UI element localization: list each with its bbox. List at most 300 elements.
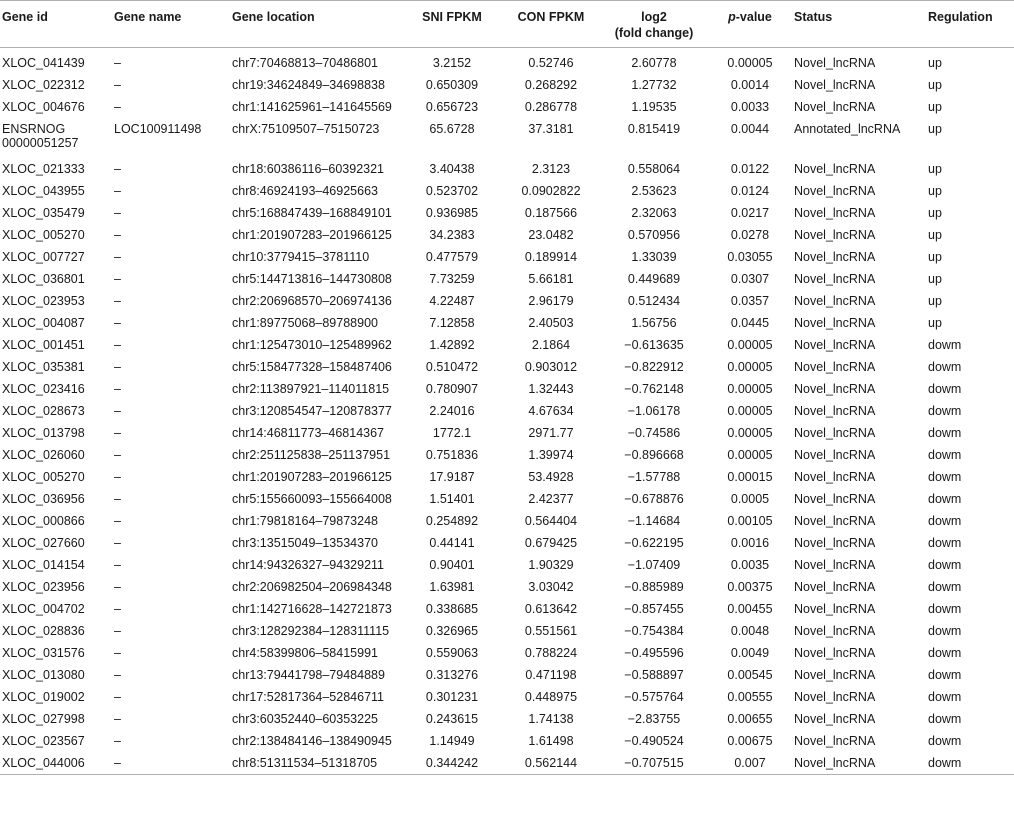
cell-gene-name: – bbox=[114, 624, 121, 638]
cell-log2-fold-change: 1.33039 bbox=[631, 250, 677, 264]
cell-gene-location: chr1:201907283–201966125 bbox=[232, 228, 392, 242]
cell-con-fpkm: 0.564404 bbox=[524, 514, 578, 528]
cell-sni-fpkm: 0.313276 bbox=[425, 668, 479, 682]
cell-pvalue: 0.00005 bbox=[727, 56, 773, 70]
cell-gene-location: chr5:155660093–155664008 bbox=[232, 492, 392, 506]
cell-sni-fpkm: 0.254892 bbox=[425, 514, 479, 528]
cell-con-fpkm: 1.32443 bbox=[528, 382, 574, 396]
cell-gene-id: XLOC_004676 bbox=[2, 100, 85, 114]
cell-gene-id: XLOC_028836 bbox=[2, 624, 85, 638]
table-row bbox=[0, 378, 1014, 400]
cell-con-fpkm: 0.562144 bbox=[524, 756, 578, 770]
cell-gene-id: XLOC_026060 bbox=[2, 448, 85, 462]
cell-gene-location: chr8:51311534–51318705 bbox=[232, 756, 378, 770]
cell-sni-fpkm: 1.51401 bbox=[429, 492, 475, 506]
cell-gene-id: XLOC_043955 bbox=[2, 184, 85, 198]
cell-log2-fold-change: −0.678876 bbox=[624, 492, 684, 506]
cell-pvalue: 0.00655 bbox=[727, 712, 773, 726]
table-row bbox=[0, 598, 1014, 620]
cell-status: Novel_lncRNA bbox=[794, 250, 876, 264]
cell-sni-fpkm: 0.477579 bbox=[425, 250, 479, 264]
cell-log2-fold-change: −0.74586 bbox=[627, 426, 681, 440]
cell-log2-fold-change: −0.588897 bbox=[624, 668, 684, 682]
cell-status: Novel_lncRNA bbox=[794, 56, 876, 70]
cell-gene-location: chr7:70468813–70486801 bbox=[232, 56, 378, 70]
table-row bbox=[0, 488, 1014, 510]
cell-status: Novel_lncRNA bbox=[794, 734, 876, 748]
cell-status: Novel_lncRNA bbox=[794, 668, 876, 682]
cell-status: Novel_lncRNA bbox=[794, 100, 876, 114]
cell-con-fpkm: 0.448975 bbox=[524, 690, 578, 704]
cell-regulation: dowm bbox=[928, 602, 962, 616]
cell-pvalue: 0.0044 bbox=[730, 122, 770, 136]
cell-pvalue: 0.0005 bbox=[730, 492, 770, 506]
cell-regulation: dowm bbox=[928, 690, 962, 704]
header-status: Status bbox=[794, 10, 833, 24]
cell-sni-fpkm: 1.42892 bbox=[429, 338, 475, 352]
cell-sni-fpkm: 65.6728 bbox=[429, 122, 475, 136]
cell-regulation: up bbox=[928, 122, 942, 136]
cell-log2-fold-change: 1.27732 bbox=[631, 78, 677, 92]
cell-con-fpkm: 0.679425 bbox=[524, 536, 578, 550]
cell-regulation: dowm bbox=[928, 404, 962, 418]
cell-regulation: dowm bbox=[928, 558, 962, 572]
cell-con-fpkm: 0.0902822 bbox=[521, 184, 581, 198]
cell-gene-location: chrX:75109507–75150723 bbox=[232, 122, 380, 136]
header-gene-name: Gene name bbox=[114, 10, 182, 24]
cell-gene-id: XLOC_022312 bbox=[2, 78, 85, 92]
cell-log2-fold-change: −1.06178 bbox=[627, 404, 681, 418]
cell-con-fpkm: 0.471198 bbox=[525, 668, 577, 682]
cell-gene-name: – bbox=[114, 470, 121, 484]
cell-gene-location: chr8:46924193–46925663 bbox=[232, 184, 378, 198]
cell-con-fpkm: 1.90329 bbox=[528, 558, 574, 572]
cell-log2-fold-change: −2.83755 bbox=[627, 712, 681, 726]
table-row bbox=[0, 620, 1014, 642]
cell-log2-fold-change: 1.19535 bbox=[631, 100, 677, 114]
cell-con-fpkm: 37.3181 bbox=[528, 122, 574, 136]
cell-gene-name: – bbox=[114, 404, 121, 418]
cell-gene-id: XLOC_028673 bbox=[2, 404, 85, 418]
cell-pvalue: 0.0033 bbox=[730, 100, 770, 114]
header-pvalue bbox=[710, 1, 790, 48]
cell-gene-name: – bbox=[114, 492, 121, 506]
cell-con-fpkm: 23.0482 bbox=[528, 228, 574, 242]
cell-gene-name: – bbox=[114, 206, 121, 220]
table-row bbox=[0, 180, 1014, 202]
cell-status: Novel_lncRNA bbox=[794, 624, 876, 638]
cell-status: Novel_lncRNA bbox=[794, 162, 876, 176]
cell-sni-fpkm: 0.650309 bbox=[425, 78, 479, 92]
table-row bbox=[0, 118, 1014, 158]
cell-gene-location: chr3:13515049–13534370 bbox=[232, 536, 378, 550]
cell-log2-fold-change: 1.56756 bbox=[631, 316, 677, 330]
cell-sni-fpkm: 34.2383 bbox=[429, 228, 475, 242]
table-row bbox=[0, 246, 1014, 268]
cell-gene-location: chr14:94326327–94329211 bbox=[232, 558, 384, 572]
cell-gene-name: – bbox=[114, 382, 121, 396]
table-row bbox=[0, 554, 1014, 576]
cell-log2-fold-change: −1.14684 bbox=[627, 514, 681, 528]
cell-log2-fold-change: −0.754384 bbox=[624, 624, 684, 638]
cell-gene-id: XLOC_036956 bbox=[2, 492, 85, 506]
cell-pvalue: 0.0307 bbox=[730, 272, 770, 286]
header-gene-id: Gene id bbox=[2, 10, 48, 24]
cell-log2-fold-change: −0.762148 bbox=[624, 382, 684, 396]
cell-gene-id: XLOC_027660 bbox=[2, 536, 85, 550]
cell-status: Novel_lncRNA bbox=[794, 470, 876, 484]
cell-regulation: up bbox=[928, 56, 942, 70]
cell-gene-location: chr5:158477328–158487406 bbox=[232, 360, 392, 374]
cell-regulation: dowm bbox=[928, 668, 962, 682]
cell-gene-location: chr1:79818164–79873248 bbox=[232, 514, 378, 528]
cell-status: Novel_lncRNA bbox=[794, 690, 876, 704]
cell-status: Novel_lncRNA bbox=[794, 756, 876, 770]
cell-status: Novel_lncRNA bbox=[794, 492, 876, 506]
cell-status: Novel_lncRNA bbox=[794, 558, 876, 572]
cell-regulation: dowm bbox=[928, 712, 962, 726]
cell-gene-name: – bbox=[114, 448, 121, 462]
cell-gene-id: XLOC_013798 bbox=[2, 426, 85, 440]
cell-pvalue: 0.00005 bbox=[727, 382, 773, 396]
cell-log2-fold-change: −0.885989 bbox=[624, 580, 684, 594]
cell-gene-id: XLOC_013080 bbox=[2, 668, 85, 682]
cell-con-fpkm: 2.3123 bbox=[531, 162, 571, 176]
header-gene-location: Gene location bbox=[232, 10, 315, 24]
cell-sni-fpkm: 0.338685 bbox=[425, 602, 479, 616]
cell-status: Novel_lncRNA bbox=[794, 514, 876, 528]
cell-regulation: up bbox=[928, 250, 942, 264]
cell-gene-location: chr1:142716628–142721873 bbox=[232, 602, 392, 616]
table-row bbox=[0, 202, 1014, 224]
cell-pvalue: 0.00455 bbox=[727, 602, 773, 616]
cell-log2-fold-change: 0.570956 bbox=[627, 228, 681, 242]
table-row bbox=[0, 158, 1014, 180]
cell-con-fpkm: 1.74138 bbox=[528, 712, 574, 726]
cell-regulation: up bbox=[928, 294, 942, 308]
cell-gene-name: – bbox=[114, 100, 121, 114]
cell-regulation: dowm bbox=[928, 734, 962, 748]
table-row bbox=[0, 334, 1014, 356]
cell-sni-fpkm: 0.523702 bbox=[425, 184, 479, 198]
cell-sni-fpkm: 1.14949 bbox=[429, 734, 475, 748]
cell-status: Novel_lncRNA bbox=[794, 184, 876, 198]
cell-sni-fpkm: 1772.1 bbox=[432, 426, 472, 440]
cell-con-fpkm: 0.52746 bbox=[528, 56, 574, 70]
cell-gene-id bbox=[0, 118, 110, 158]
cell-gene-name: – bbox=[114, 756, 121, 770]
cell-gene-location: chr1:125473010–125489962 bbox=[232, 338, 392, 352]
cell-regulation: dowm bbox=[928, 646, 962, 660]
cell-gene-location: chr5:168847439–168849101 bbox=[232, 206, 392, 220]
cell-log2-fold-change: −1.07409 bbox=[627, 558, 681, 572]
cell-regulation: up bbox=[928, 78, 942, 92]
cell-log2-fold-change: −0.857455 bbox=[624, 602, 684, 616]
cell-gene-name: – bbox=[114, 272, 121, 286]
cell-status: Novel_lncRNA bbox=[794, 272, 876, 286]
cell-gene-name: – bbox=[114, 338, 121, 352]
cell-gene-id: XLOC_041439 bbox=[2, 56, 85, 70]
cell-gene-location: chr1:141625961–141645569 bbox=[232, 100, 392, 114]
cell-con-fpkm: 0.903012 bbox=[524, 360, 578, 374]
cell-gene-id: XLOC_023567 bbox=[2, 734, 85, 748]
cell-log2-fold-change: 0.512434 bbox=[627, 294, 681, 308]
cell-log2-fold-change: 2.53623 bbox=[631, 184, 677, 198]
cell-status: Novel_lncRNA bbox=[794, 228, 876, 242]
cell-regulation: up bbox=[928, 316, 942, 330]
cell-pvalue: 0.0048 bbox=[730, 624, 770, 638]
table-row bbox=[0, 422, 1014, 444]
cell-pvalue: 0.00005 bbox=[727, 404, 773, 418]
cell-gene-id: XLOC_023953 bbox=[2, 294, 85, 308]
cell-pvalue: 0.00555 bbox=[727, 690, 773, 704]
header-log2-line2: (fold change) bbox=[614, 26, 694, 40]
cell-log2-fold-change: 0.449689 bbox=[627, 272, 681, 286]
cell-pvalue: 0.0049 bbox=[730, 646, 770, 660]
cell-gene-location: chr1:201907283–201966125 bbox=[232, 470, 392, 484]
table-row bbox=[0, 642, 1014, 664]
cell-pvalue: 0.00005 bbox=[727, 360, 773, 374]
cell-gene-id: XLOC_035381 bbox=[2, 360, 85, 374]
cell-gene-location: chr2:206982504–206984348 bbox=[232, 580, 392, 594]
cell-log2-fold-change: −0.707515 bbox=[624, 756, 684, 770]
table-row bbox=[0, 730, 1014, 752]
cell-pvalue: 0.00005 bbox=[727, 426, 773, 440]
cell-sni-fpkm: 3.40438 bbox=[429, 162, 475, 176]
cell-con-fpkm: 2.40503 bbox=[528, 316, 574, 330]
cell-gene-location: chr5:144713816–144730808 bbox=[232, 272, 392, 286]
cell-gene-id-line1: ENSRNOG bbox=[2, 122, 66, 136]
cell-con-fpkm: 0.189914 bbox=[524, 250, 578, 264]
cell-con-fpkm: 2.96179 bbox=[528, 294, 574, 308]
cell-gene-id: XLOC_023956 bbox=[2, 580, 85, 594]
cell-pvalue: 0.0278 bbox=[730, 228, 770, 242]
cell-pvalue: 0.03055 bbox=[727, 250, 773, 264]
cell-con-fpkm: 3.03042 bbox=[528, 580, 574, 594]
cell-regulation: up bbox=[928, 228, 942, 242]
cell-gene-id-line2: 00000051257 bbox=[2, 136, 79, 150]
cell-gene-id: XLOC_021333 bbox=[2, 162, 85, 176]
cell-status: Novel_lncRNA bbox=[794, 404, 876, 418]
cell-log2-fold-change: 2.60778 bbox=[631, 56, 677, 70]
cell-status: Novel_lncRNA bbox=[794, 712, 876, 726]
cell-log2-fold-change: −0.822912 bbox=[624, 360, 684, 374]
cell-sni-fpkm: 0.510472 bbox=[425, 360, 479, 374]
table-row bbox=[0, 268, 1014, 290]
cell-pvalue: 0.0016 bbox=[730, 536, 770, 550]
header-log2-fold-change bbox=[598, 1, 710, 48]
cell-pvalue: 0.00675 bbox=[727, 734, 773, 748]
cell-sni-fpkm: 0.751836 bbox=[425, 448, 479, 462]
header-pvalue-p: p bbox=[728, 10, 736, 24]
cell-log2-fold-change: −1.57788 bbox=[627, 470, 681, 484]
cell-gene-name: – bbox=[114, 184, 121, 198]
cell-gene-id: XLOC_005270 bbox=[2, 228, 85, 242]
header-con-fpkm: CON FPKM bbox=[517, 10, 585, 24]
cell-pvalue: 0.00015 bbox=[727, 470, 773, 484]
table-row bbox=[0, 664, 1014, 686]
cell-status: Novel_lncRNA bbox=[794, 382, 876, 396]
cell-sni-fpkm: 0.936985 bbox=[425, 206, 479, 220]
cell-gene-id: XLOC_001451 bbox=[2, 338, 85, 352]
cell-pvalue: 0.0357 bbox=[730, 294, 770, 308]
cell-pvalue: 0.0217 bbox=[730, 206, 770, 220]
cell-regulation: dowm bbox=[928, 580, 962, 594]
cell-sni-fpkm: 0.656723 bbox=[425, 100, 479, 114]
cell-gene-id: XLOC_019002 bbox=[2, 690, 85, 704]
cell-status: Novel_lncRNA bbox=[794, 360, 876, 374]
table-row bbox=[0, 290, 1014, 312]
cell-gene-location: chr3:128292384–128311115 bbox=[232, 624, 390, 638]
cell-gene-name: – bbox=[114, 360, 121, 374]
cell-gene-id: XLOC_014154 bbox=[2, 558, 85, 572]
cell-con-fpkm: 1.61498 bbox=[528, 734, 574, 748]
cell-gene-location: chr10:3779415–3781110 bbox=[232, 250, 370, 264]
cell-sni-fpkm: 0.780907 bbox=[425, 382, 479, 396]
cell-gene-location: chr19:34624849–34698838 bbox=[232, 78, 385, 92]
cell-sni-fpkm: 7.73259 bbox=[429, 272, 475, 286]
table-row bbox=[0, 510, 1014, 532]
cell-regulation: dowm bbox=[928, 426, 962, 440]
cell-pvalue: 0.0124 bbox=[730, 184, 770, 198]
cell-regulation: dowm bbox=[928, 536, 962, 550]
cell-gene-location: chr18:60386116–60392321 bbox=[232, 162, 384, 176]
cell-con-fpkm: 0.788224 bbox=[524, 646, 578, 660]
cell-sni-fpkm: 1.63981 bbox=[429, 580, 475, 594]
cell-log2-fold-change: 0.558064 bbox=[627, 162, 681, 176]
cell-sni-fpkm: 0.301231 bbox=[425, 690, 479, 704]
cell-pvalue: 0.007 bbox=[734, 756, 766, 770]
cell-sni-fpkm: 0.559063 bbox=[425, 646, 479, 660]
table-row bbox=[0, 708, 1014, 730]
cell-gene-location: chr17:52817364–52846711 bbox=[232, 690, 384, 704]
cell-gene-id: XLOC_036801 bbox=[2, 272, 85, 286]
cell-log2-fold-change: 0.815419 bbox=[627, 122, 681, 136]
cell-gene-name: – bbox=[114, 734, 121, 748]
cell-regulation: dowm bbox=[928, 338, 962, 352]
cell-pvalue: 0.0035 bbox=[730, 558, 770, 572]
cell-gene-location: chr2:113897921–114011815 bbox=[232, 382, 390, 396]
cell-gene-name: – bbox=[114, 426, 121, 440]
cell-regulation: dowm bbox=[928, 360, 962, 374]
cell-regulation: dowm bbox=[928, 492, 962, 506]
cell-gene-name: – bbox=[114, 558, 121, 572]
cell-gene-name: – bbox=[114, 250, 121, 264]
cell-sni-fpkm: 4.22487 bbox=[429, 294, 475, 308]
cell-gene-id: XLOC_044006 bbox=[2, 756, 85, 770]
cell-pvalue: 0.0445 bbox=[730, 316, 770, 330]
cell-status: Novel_lncRNA bbox=[794, 536, 876, 550]
cell-regulation: up bbox=[928, 162, 942, 176]
cell-pvalue: 0.00545 bbox=[727, 668, 773, 682]
table-row bbox=[0, 312, 1014, 334]
cell-regulation: up bbox=[928, 100, 942, 114]
cell-gene-location: chr1:89775068–89788900 bbox=[232, 316, 378, 330]
cell-log2-fold-change: −0.495596 bbox=[624, 646, 684, 660]
cell-gene-id: XLOC_031576 bbox=[2, 646, 85, 660]
cell-gene-name: – bbox=[114, 712, 121, 726]
table-row bbox=[0, 576, 1014, 598]
cell-status: Novel_lncRNA bbox=[794, 206, 876, 220]
cell-gene-id: XLOC_005270 bbox=[2, 470, 85, 484]
cell-gene-location: chr4:58399806–58415991 bbox=[232, 646, 378, 660]
header-log2-line1: log2 bbox=[641, 10, 667, 24]
cell-con-fpkm: 0.187566 bbox=[524, 206, 578, 220]
cell-log2-fold-change: −0.613635 bbox=[624, 338, 684, 352]
cell-con-fpkm: 53.4928 bbox=[528, 470, 574, 484]
cell-gene-name: – bbox=[114, 78, 121, 92]
table-row bbox=[0, 686, 1014, 708]
table-row bbox=[0, 74, 1014, 96]
cell-log2-fold-change: −0.575764 bbox=[624, 690, 684, 704]
header-pvalue-rest: -value bbox=[735, 10, 772, 24]
cell-sni-fpkm: 0.326965 bbox=[425, 624, 479, 638]
cell-gene-name: LOC100911498 bbox=[114, 122, 202, 136]
table-row bbox=[0, 224, 1014, 246]
cell-gene-name: – bbox=[114, 602, 121, 616]
cell-gene-id: XLOC_000866 bbox=[2, 514, 85, 528]
cell-gene-id: XLOC_027998 bbox=[2, 712, 85, 726]
cell-status: Novel_lncRNA bbox=[794, 448, 876, 462]
cell-gene-name: – bbox=[114, 56, 121, 70]
cell-status: Novel_lncRNA bbox=[794, 426, 876, 440]
cell-regulation: dowm bbox=[928, 514, 962, 528]
cell-status: Novel_lncRNA bbox=[794, 78, 876, 92]
cell-pvalue: 0.00105 bbox=[727, 514, 773, 528]
cell-gene-name: – bbox=[114, 580, 121, 594]
cell-regulation: dowm bbox=[928, 470, 962, 484]
cell-con-fpkm: 1.39974 bbox=[528, 448, 574, 462]
cell-status: Novel_lncRNA bbox=[794, 580, 876, 594]
cell-gene-location: chr13:79441798–79484889 bbox=[232, 668, 385, 682]
cell-gene-name: – bbox=[114, 228, 121, 242]
cell-gene-name: – bbox=[114, 316, 121, 330]
cell-log2-fold-change: −0.490524 bbox=[624, 734, 684, 748]
cell-status: Novel_lncRNA bbox=[794, 338, 876, 352]
cell-gene-name: – bbox=[114, 646, 121, 660]
cell-gene-name: – bbox=[114, 536, 121, 550]
table-row bbox=[0, 400, 1014, 422]
table-body bbox=[0, 48, 1014, 775]
cell-con-fpkm: 5.66181 bbox=[528, 272, 574, 286]
cell-gene-location: chr2:206968570–206974136 bbox=[232, 294, 392, 308]
cell-pvalue: 0.00375 bbox=[727, 580, 773, 594]
cell-log2-fold-change: 2.32063 bbox=[631, 206, 677, 220]
cell-gene-id: XLOC_004087 bbox=[2, 316, 85, 330]
cell-gene-location: chr2:251125838–251137951 bbox=[232, 448, 391, 462]
cell-con-fpkm: 2971.77 bbox=[528, 426, 574, 440]
table-row bbox=[0, 752, 1014, 775]
cell-con-fpkm: 4.67634 bbox=[528, 404, 574, 418]
table-row bbox=[0, 444, 1014, 466]
cell-gene-location: chr3:60352440–60353225 bbox=[232, 712, 378, 726]
cell-sni-fpkm: 2.24016 bbox=[429, 404, 475, 418]
cell-regulation: dowm bbox=[928, 448, 962, 462]
cell-status: Novel_lncRNA bbox=[794, 316, 876, 330]
table-row bbox=[0, 96, 1014, 118]
cell-gene-id: XLOC_004702 bbox=[2, 602, 85, 616]
cell-sni-fpkm: 0.344242 bbox=[425, 756, 479, 770]
cell-sni-fpkm: 0.243615 bbox=[425, 712, 479, 726]
table-row bbox=[0, 532, 1014, 554]
cell-con-fpkm: 2.42377 bbox=[528, 492, 574, 506]
cell-gene-location: chr3:120854547–120878377 bbox=[232, 404, 392, 418]
cell-pvalue: 0.00005 bbox=[727, 338, 773, 352]
cell-gene-name: – bbox=[114, 690, 121, 704]
cell-regulation: up bbox=[928, 184, 942, 198]
cell-status: Novel_lncRNA bbox=[794, 646, 876, 660]
cell-con-fpkm: 0.613642 bbox=[524, 602, 578, 616]
